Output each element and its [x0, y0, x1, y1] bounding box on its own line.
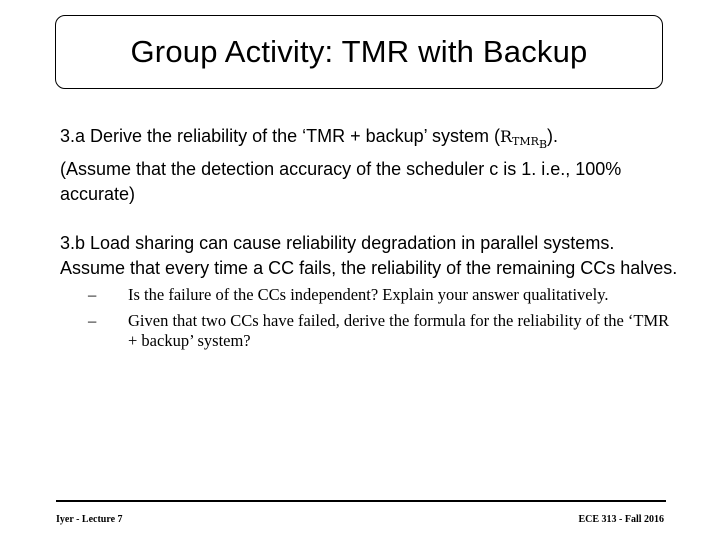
- item-3b-text: 3.b Load sharing can cause reliability degradation in parallel systems. Assume that every time a CC fails, the reliability of the remaining CCs halves.: [60, 233, 678, 278]
- footer-divider: [56, 500, 666, 502]
- dash-bullet: –: [88, 311, 97, 330]
- list-item: [60, 311, 680, 351]
- list-item: [60, 285, 680, 305]
- footer-right: ECE 313 - Fall 2016: [578, 514, 664, 525]
- subitem-text: Is the failure of the CCs independent? Explain your answer qualitatively.: [128, 285, 609, 304]
- item-3a-text: 3.a Derive the reliability of the ‘TMR + backup’ system (: [60, 126, 500, 146]
- reliability-symbol: $R_{TMR_B}$: [500, 127, 548, 151]
- item-3b: [60, 231, 680, 281]
- slide-title: Group Activity: TMR with Backup: [130, 34, 588, 69]
- item-3a-text-end: ).: [547, 126, 559, 146]
- slide-body: [60, 124, 680, 357]
- item-3b-subitems: [60, 285, 680, 351]
- item-3a: [60, 124, 680, 207]
- subitem-text: Given that two CCs have failed, derive the formula for the reliability of the ‘TMR + backup’ system?: [128, 311, 670, 350]
- title-box: [55, 15, 663, 89]
- item-3a-assumption: (Assume that the detection accuracy of the scheduler c is 1. i.e., 100% accurate): [60, 159, 622, 204]
- footer-left: Iyer - Lecture 7: [56, 514, 123, 525]
- dash-bullet: –: [88, 285, 97, 304]
